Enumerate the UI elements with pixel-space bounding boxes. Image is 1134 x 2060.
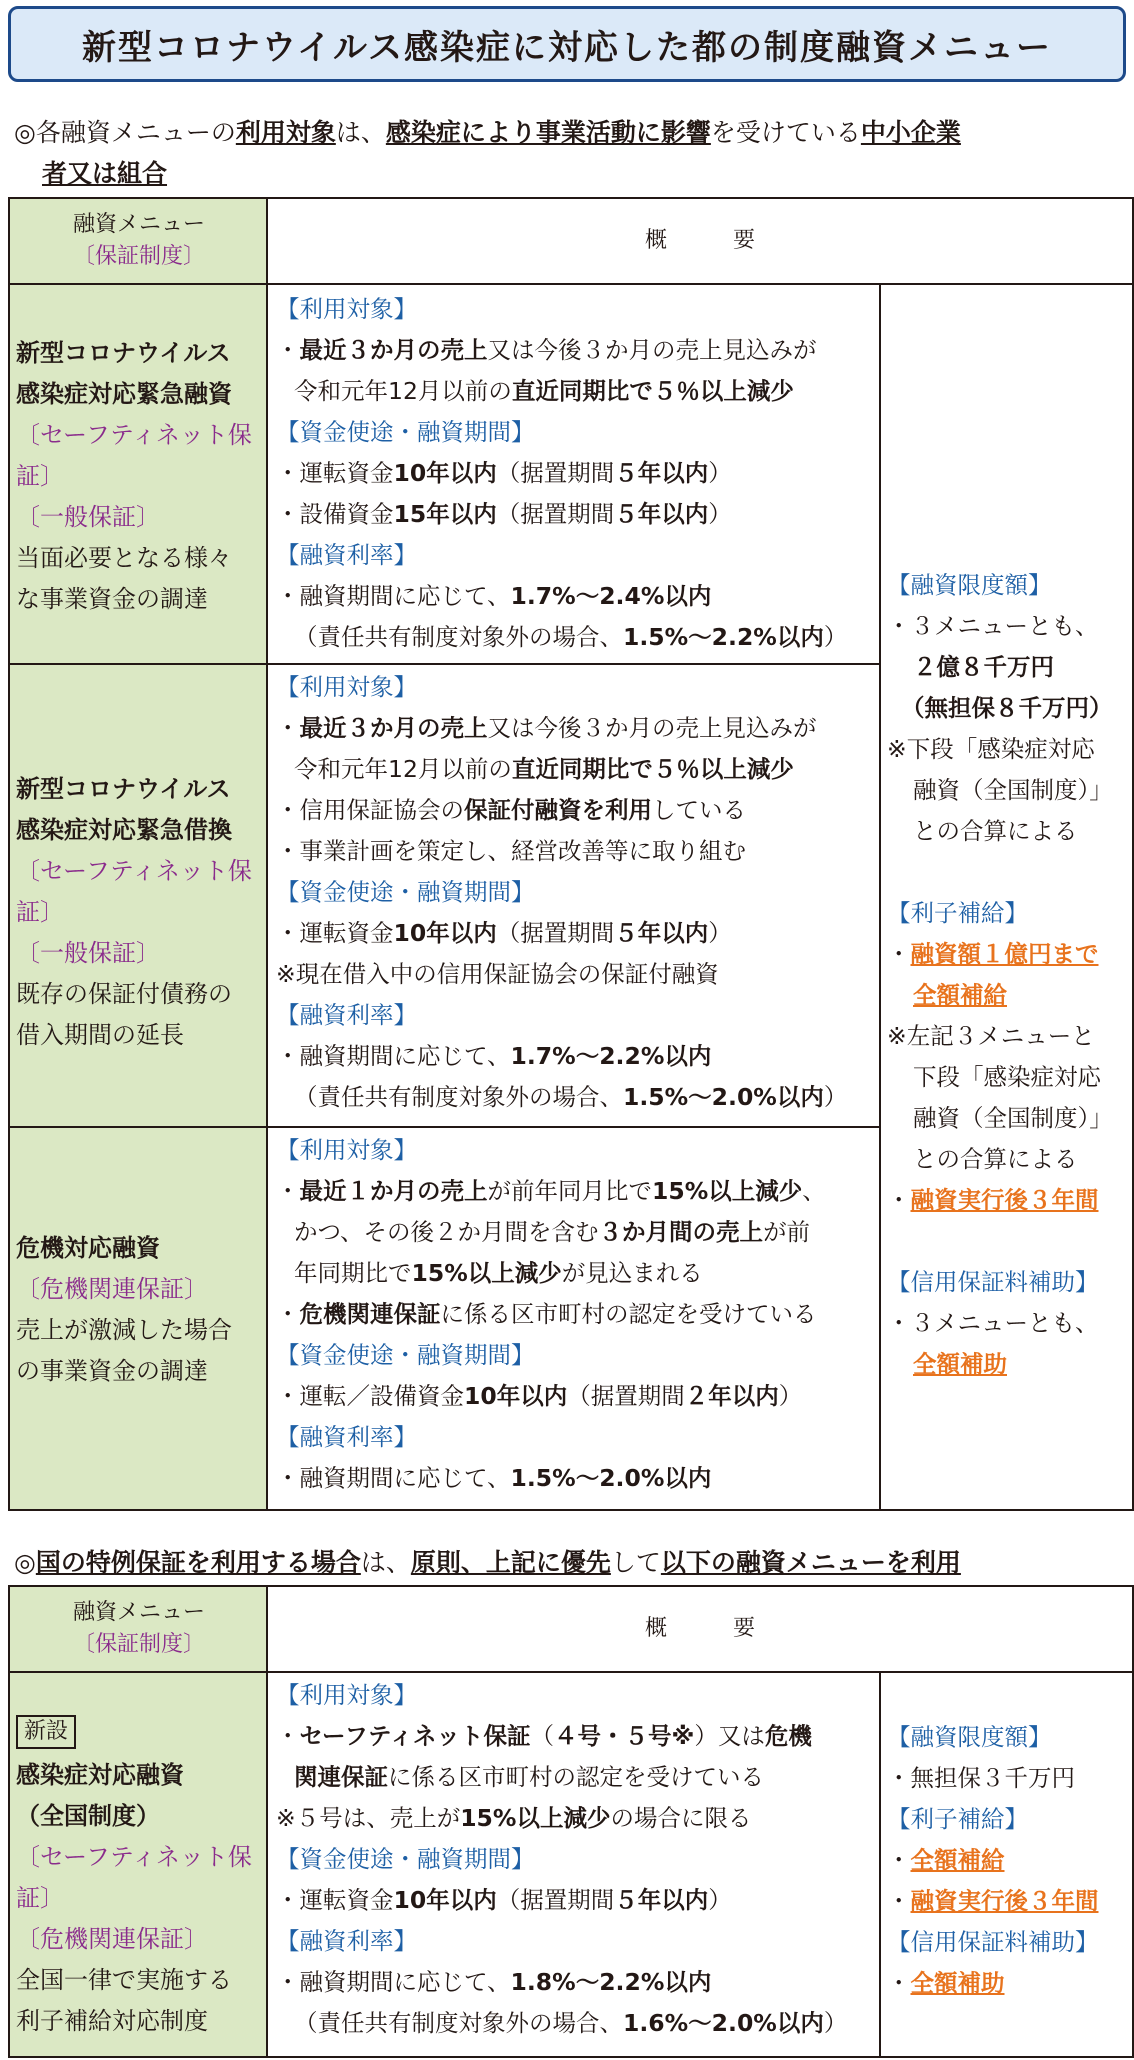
menu-description: 利子補給対応制度 — [16, 2007, 208, 2035]
text-fragment: ・ — [887, 1887, 911, 1915]
section-heading: 【利用対象】 — [276, 1136, 417, 1164]
text-fragment: ５年以内 — [614, 1886, 709, 1914]
text-fragment: 15%以上減少 — [652, 1177, 803, 1205]
text-fragment: が前 — [763, 1218, 811, 1246]
side-line: ２億８千万円 — [913, 653, 1054, 681]
text-fragment: （ — [530, 1722, 555, 1750]
text-fragment: 、 — [802, 1177, 826, 1205]
overview-cell-emergency-loan — [267, 284, 880, 664]
text-fragment: ・融資期間に応じて、 — [276, 1464, 511, 1492]
text-fragment: （据置期間 — [496, 919, 615, 947]
overview-line — [276, 749, 879, 790]
text-fragment: ・ — [276, 1300, 300, 1328]
text-fragment: ・運転／設備資金 — [276, 1382, 464, 1410]
text-fragment: 危機関連保証 — [299, 1300, 441, 1328]
side-line: 融資（全国制度）」 — [913, 1104, 1113, 1132]
intro2-text: ◎ — [14, 1548, 36, 1577]
header-overview-label: 概 要 — [645, 228, 756, 253]
text-fragment: 最近３か月の売上 — [299, 714, 488, 742]
text-fragment: 10年以内 — [464, 1382, 568, 1410]
overview-line — [276, 1212, 879, 1253]
text-fragment: ） — [708, 459, 732, 487]
page-title-box — [8, 6, 1126, 82]
header-menu-cell — [9, 1586, 267, 1672]
text-fragment: ・ — [887, 1846, 911, 1874]
text-fragment: ）又は — [694, 1722, 765, 1750]
text-fragment: （責任共有制度対象外の場合、 — [294, 623, 623, 651]
side-cell-common-terms — [880, 284, 1133, 1510]
intro2-underline: 以下の融資メニューを利用 — [660, 1548, 961, 1577]
header-overview-label: 概 要 — [645, 1616, 756, 1641]
side-line: ・無担保３千万円 — [887, 1764, 1075, 1792]
overview-line — [276, 576, 879, 617]
text-fragment: ・運転資金 — [276, 919, 394, 947]
overview-line: ※現在借入中の信用保証協会の保証付融資 — [276, 960, 719, 988]
text-fragment: ・融資期間に応じて、 — [276, 1968, 511, 1996]
side-line — [887, 1881, 1132, 1922]
overview-line — [276, 913, 879, 954]
intro1-text: を受けている — [710, 118, 861, 147]
section-heading: 【融資利率】 — [276, 541, 417, 569]
guarantee-type: 〔一般保証〕 — [16, 503, 160, 531]
text-fragment: ・融資期間に応じて、 — [276, 582, 511, 610]
text-fragment: ） — [708, 500, 732, 528]
intro2-underline: 国の特例保証を利用する場合 — [35, 1548, 361, 1577]
guarantee-type: 〔セーフティネット保証〕 — [16, 421, 252, 490]
page-title: 新型コロナウイルス感染症に対応した都の制度融資メニュー — [82, 27, 1052, 68]
section-heading: 【利用対象】 — [276, 673, 417, 701]
header-overview-cell — [267, 1586, 1133, 1672]
menu-description: 当面必要となる様々 — [16, 544, 232, 572]
table-row — [9, 284, 1133, 664]
side-line: （無担保８千万円） — [901, 694, 1113, 722]
loan-menu-table-1 — [8, 197, 1134, 1511]
side-line: ・３メニューとも、 — [887, 1309, 1099, 1337]
text-fragment: が見込まれる — [561, 1259, 703, 1287]
side-line: との合算による — [913, 1145, 1078, 1173]
text-fragment: （据置期間 — [496, 1886, 615, 1914]
section-heading: 【利子補給】 — [887, 1805, 1028, 1833]
text-fragment: 1.7%～2.4%以内 — [510, 582, 712, 610]
text-fragment: 又は今後３か月の売上見込みが — [487, 336, 817, 364]
loan-menu-table-2 — [8, 1585, 1134, 2058]
side-line: との合算による — [913, 817, 1078, 845]
text-fragment: ） — [823, 623, 848, 651]
text-fragment: セーフティネット保証 — [299, 1722, 531, 1750]
overview-line — [276, 1798, 879, 1839]
overview-line — [276, 330, 879, 371]
text-fragment: ・運転資金 — [276, 1886, 394, 1914]
text-fragment: ・設備資金 — [276, 500, 394, 528]
text-fragment: が前年同月比で — [487, 1177, 652, 1205]
intro2-underline: 原則、上記に優先 — [410, 1548, 611, 1577]
text-fragment: 1.6%～2.0%以内 — [623, 2009, 824, 2037]
text-fragment: 令和元年12月以前の — [294, 755, 512, 783]
text-fragment: ・融資期間に応じて、 — [276, 1042, 511, 1070]
overview-cell-crisis-loan — [267, 1127, 880, 1510]
overview-cell-emergency-refinance — [267, 664, 880, 1127]
side-line: ・融資実行後３年間 — [887, 1186, 1099, 1214]
text-fragment: ・ — [276, 1722, 300, 1750]
text-fragment: ５年以内 — [614, 459, 709, 487]
header-menu-label: 融資メニュー — [72, 1600, 205, 1625]
side-line — [887, 1344, 1132, 1385]
intro-note-2 — [14, 1542, 961, 1583]
text-fragment: 直近同期比で５％以上減少 — [511, 755, 794, 783]
overview-cell-national-loan — [267, 1672, 880, 2057]
text-fragment: に係る区市町村の認定を受けている — [440, 1300, 817, 1328]
section-heading: 【融資限度額】 — [887, 571, 1052, 599]
side-line: ・融資額１億円まで — [887, 940, 1099, 968]
table-header-row — [9, 198, 1133, 284]
text-fragment: 最近３か月の売上 — [299, 336, 488, 364]
side-line — [887, 975, 1132, 1016]
section-heading: 【利用対象】 — [276, 295, 417, 323]
text-fragment: ） — [708, 919, 732, 947]
text-fragment: ） — [778, 1382, 803, 1410]
side-line — [887, 1963, 1132, 2004]
text-fragment: 1.5%～2.0%以内 — [623, 1083, 824, 1111]
text-fragment: （据置期間 — [567, 1382, 685, 1410]
menu-name: （全国制度） — [16, 1802, 160, 1830]
guarantee-type: 〔危機関連保証〕 — [16, 1925, 208, 1953]
text-fragment: に係る区市町村の認定を受けている — [388, 1763, 764, 1791]
menu-description: 借入期間の延長 — [16, 1021, 184, 1049]
text-fragment: 年同期比で — [294, 1259, 412, 1287]
side-line: 融資（全国制度）」 — [913, 776, 1113, 804]
guarantee-type: 〔危機関連保証〕 — [16, 1275, 208, 1303]
guarantee-type: 〔セーフティネット保証〕 — [16, 857, 252, 926]
side-line: ※下段「感染症対応 — [887, 735, 1095, 763]
section-heading: 【信用保証料補助】 — [887, 1268, 1099, 1296]
text-fragment: （据置期間 — [496, 459, 615, 487]
overview-line — [276, 1716, 879, 1757]
text-fragment: （責任共有制度対象外の場合、 — [294, 1083, 623, 1111]
header-menu-label: 融資メニュー — [72, 212, 205, 237]
overview-line — [276, 1376, 879, 1417]
intro1-underline: 利用対象 — [235, 118, 336, 147]
menu-cell-national-loan — [9, 1672, 267, 2057]
text-fragment: 10年以内 — [393, 919, 497, 947]
text-fragment: している — [652, 796, 746, 824]
header-menu-cell — [9, 198, 267, 284]
guarantee-type: 〔一般保証〕 — [16, 939, 160, 967]
side-cell-national-terms — [880, 1672, 1133, 2057]
menu-name: 感染症対応緊急融資 — [16, 380, 232, 408]
overview-line — [276, 1077, 879, 1118]
text-fragment: 10年以内 — [393, 1886, 497, 1914]
text-fragment: 1.5%～2.2%以内 — [623, 623, 824, 651]
text-fragment: ・ — [276, 336, 300, 364]
text-fragment: 関連保証 — [294, 1763, 388, 1791]
text-fragment: ・信用保証協会の — [276, 796, 464, 824]
text-fragment: 1.8%～2.2%以内 — [510, 1968, 712, 1996]
overview-line — [276, 708, 879, 749]
menu-name: 危機対応融資 — [16, 1234, 160, 1262]
overview-line — [276, 1253, 879, 1294]
overview-line — [276, 617, 879, 658]
overview-line: ・事業計画を策定し、経営改善等に取り組む — [276, 837, 746, 865]
side-line: 下段「感染症対応 — [913, 1063, 1101, 1091]
text-fragment: 全額補給 — [913, 981, 1007, 1009]
menu-name: 感染症対応緊急借換 — [16, 816, 232, 844]
intro1-text: は、 — [335, 118, 386, 147]
text-fragment: の場合に限る — [610, 1804, 752, 1832]
text-fragment: 全額補助 — [910, 1969, 1005, 1997]
text-fragment: 保証付融資を利用 — [464, 796, 652, 824]
overview-line — [276, 1458, 879, 1499]
menu-cell-crisis-loan — [9, 1127, 267, 1510]
text-fragment: ・ — [887, 1969, 911, 1997]
header-guarantee-label: 〔保証制度〕 — [72, 244, 205, 269]
header-overview-cell — [267, 198, 1133, 284]
text-fragment: 融資実行後３年間 — [910, 1887, 1099, 1915]
text-fragment: ・ — [276, 1177, 300, 1205]
table-row — [9, 1672, 1133, 2057]
intro-note-1 — [14, 112, 961, 194]
section-heading: 【資金使途・融資期間】 — [276, 1341, 535, 1369]
overview-line — [276, 494, 879, 535]
menu-description: 全国一律で実施する — [16, 1966, 232, 1994]
intro2-text: は、 — [360, 1548, 411, 1577]
text-fragment: 15%以上減少 — [460, 1804, 611, 1832]
text-fragment: ５年以内 — [614, 919, 709, 947]
section-heading: 【融資利率】 — [276, 1001, 417, 1029]
text-fragment: ） — [823, 1083, 848, 1111]
menu-description: の事業資金の調達 — [16, 1357, 208, 1385]
text-fragment: ５年以内 — [614, 500, 709, 528]
text-fragment: 融資実行後３年間 — [910, 1186, 1099, 1214]
menu-description: な事業資金の調達 — [16, 585, 208, 613]
side-line: ・３メニューとも、 — [887, 612, 1099, 640]
side-line: ※左記３メニューと — [887, 1022, 1095, 1050]
text-fragment: 又は今後３か月の売上見込みが — [487, 714, 817, 742]
header-guarantee-label: 〔保証制度〕 — [72, 1632, 205, 1657]
section-heading: 【資金使途・融資期間】 — [276, 878, 535, 906]
section-heading: 【利子補給】 — [887, 899, 1028, 927]
menu-description: 既存の保証付債務の — [16, 980, 232, 1008]
overview-line — [276, 1962, 879, 2003]
text-fragment: かつ、その後２か月間を含む — [294, 1218, 599, 1246]
overview-line — [276, 371, 879, 412]
text-fragment: 全額補助 — [913, 1350, 1007, 1378]
overview-line — [276, 1880, 879, 1921]
text-fragment: 1.5%～2.0%以内 — [510, 1464, 712, 1492]
text-fragment: ２年以内 — [684, 1382, 779, 1410]
section-heading: 【融資限度額】 — [887, 1723, 1052, 1751]
section-heading: 【利用対象】 — [276, 1681, 417, 1709]
text-fragment: ） — [708, 1886, 732, 1914]
text-fragment: （据置期間 — [496, 500, 615, 528]
text-fragment: ・運転資金 — [276, 459, 394, 487]
section-heading: 【資金使途・融資期間】 — [276, 418, 535, 446]
text-fragment: ３か月間の売上 — [598, 1218, 764, 1246]
overview-line — [276, 1757, 879, 1798]
text-fragment: 最近１か月の売上 — [299, 1177, 488, 1205]
overview-line — [276, 1294, 879, 1335]
section-heading: 【融資利率】 — [276, 1423, 417, 1451]
overview-line — [276, 2003, 879, 2044]
overview-line — [276, 1171, 879, 1212]
intro1-underline: 感染症により事業活動に影響 — [385, 118, 711, 147]
menu-cell-emergency-loan — [9, 284, 267, 664]
text-fragment: （責任共有制度対象外の場合、 — [294, 2009, 623, 2037]
text-fragment: 令和元年12月以前の — [294, 377, 512, 405]
text-fragment: ※５号は、売上が — [276, 1804, 461, 1832]
text-fragment: 全額補給 — [910, 1846, 1005, 1874]
overview-line — [276, 790, 879, 831]
text-fragment: 危機 — [764, 1722, 812, 1750]
text-fragment: 15年以内 — [393, 500, 497, 528]
section-heading: 【信用保証料補助】 — [887, 1928, 1099, 1956]
menu-name: 新型コロナウイルス — [16, 775, 231, 803]
intro1-text: ◎各融資メニューの — [14, 118, 236, 147]
menu-name: 感染症対応融資 — [16, 1761, 184, 1789]
text-fragment: 1.7%～2.2%以内 — [510, 1042, 712, 1070]
text-fragment: ・ — [276, 714, 300, 742]
section-heading: 【資金使途・融資期間】 — [276, 1845, 535, 1873]
overview-line — [276, 453, 879, 494]
table-header-row — [9, 1586, 1133, 1672]
intro2-text: して — [610, 1548, 661, 1577]
menu-cell-emergency-refinance — [9, 664, 267, 1127]
menu-name: 新型コロナウイルス — [16, 339, 231, 367]
text-fragment: 直近同期比で５％以上減少 — [511, 377, 794, 405]
text-fragment: ４号・５号※ — [554, 1722, 695, 1750]
intro1-underline: 中小企業 — [860, 118, 961, 147]
text-fragment: 10年以内 — [393, 459, 497, 487]
text-fragment: 融資額１億円まで — [910, 940, 1099, 968]
overview-line — [276, 1036, 879, 1077]
text-fragment: ） — [823, 2009, 848, 2037]
intro1-underline: 者又は組合 — [42, 159, 168, 188]
side-line — [887, 1840, 1132, 1881]
section-heading: 【融資利率】 — [276, 1927, 417, 1955]
menu-description: 売上が激減した場合 — [16, 1316, 232, 1344]
text-fragment: 15%以上減少 — [411, 1259, 562, 1287]
new-badge: 新設 — [16, 1715, 76, 1749]
guarantee-type: 〔セーフティネット保証〕 — [16, 1843, 252, 1912]
